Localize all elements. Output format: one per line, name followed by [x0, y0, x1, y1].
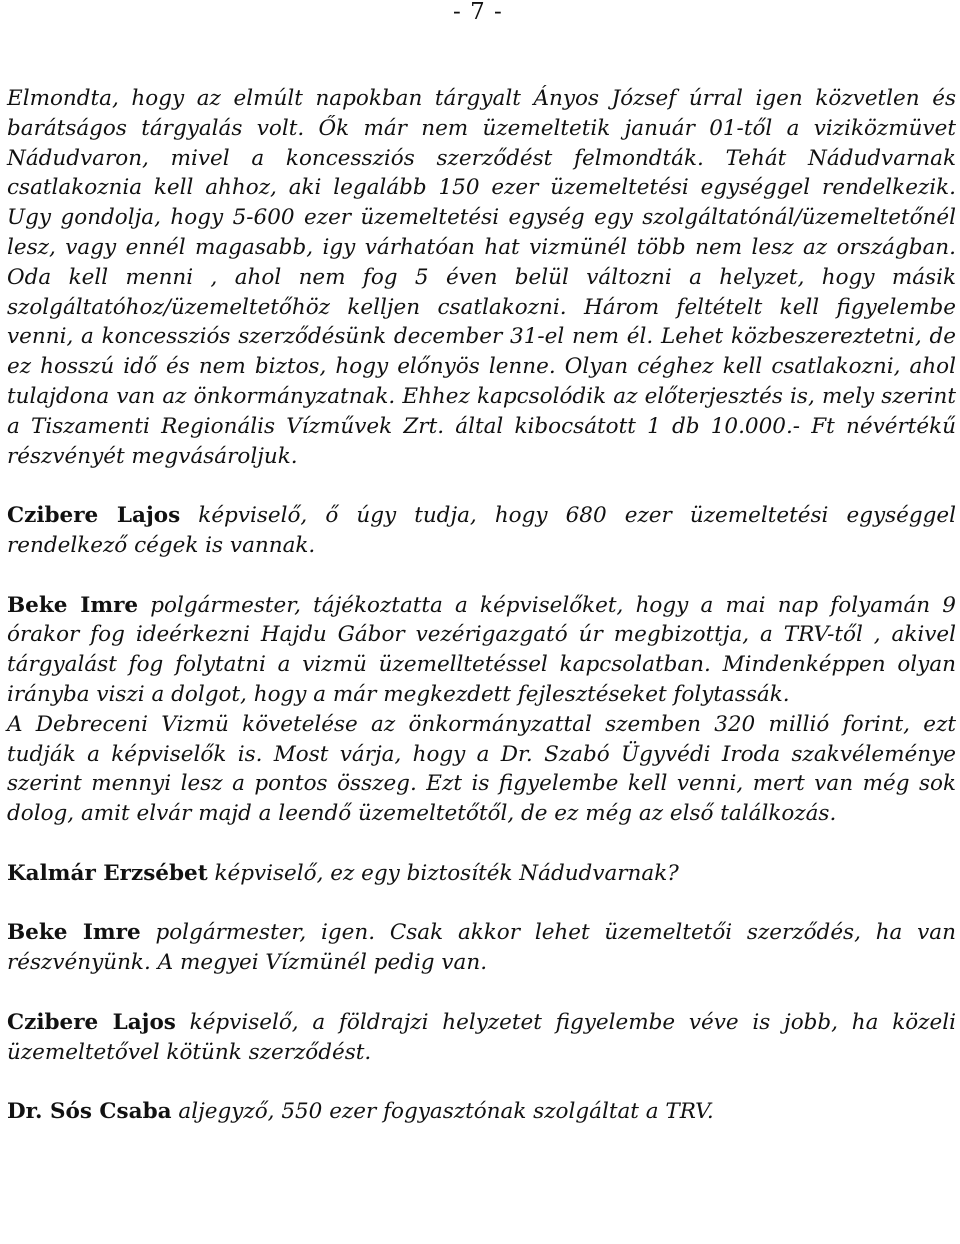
paragraph-continuation [7, 710, 956, 829]
speech-text: igen. Csak akkor lehet üzemeltetői szerződés, ha van részvényünk. A megyei Vízmünél pedig van. [7, 920, 956, 976]
speech-text: 550 ezer fogyasztónak szolgáltat a TRV. [274, 1099, 714, 1125]
speech-text: ez egy biztosíték Nádudvarnak? [323, 860, 679, 886]
paragraph-speaker [7, 859, 956, 889]
speaker-role: polgármester, [138, 592, 301, 618]
speaker-name: Beke Imre [7, 920, 141, 946]
speaker-name: Kalmár Erzsébet [7, 860, 208, 886]
page-number: - 7 - [453, 0, 503, 25]
speaker-role: polgármester, [140, 920, 307, 946]
paragraph-speaker [7, 1008, 956, 1068]
speaker-name: Beke Imre [7, 592, 139, 618]
speaker-role: képviselő, [207, 860, 324, 886]
speech-text: a földrajzi helyzetet figyelembe véve is jobb, ha közeli üzemeltetővel kötünk szerződést. [7, 1009, 956, 1065]
speaker-name: Czibere Lajos [7, 1009, 176, 1035]
speech-text: ő úgy tudja, hogy 680 ezer üzemeltetési egységgel rendelkező cégek is vannak. [7, 503, 956, 558]
document-body [7, 84, 956, 1127]
speaker-role: képviselő, [175, 1009, 299, 1035]
paragraph-speaker [7, 918, 956, 978]
speaker-role: képviselő, [180, 503, 308, 529]
paragraph-speaker [7, 1097, 956, 1127]
paragraph-intro [7, 84, 956, 471]
paragraph-speaker [7, 501, 956, 561]
speaker-name: Dr. Sós Csaba [7, 1099, 172, 1125]
paragraph-text: Elmondta, hogy az elmúlt napokban tárgyalt Ányos József úrral igen közvetlen és barátságos tárgyalás volt. Ők már nem üzemeltetik január 01-től a viziközmüvet Nádudvaron, mivel a koncessziós szerződést felmondták. Tehát Nádudvarnak csatlakoznia kell ahhoz, aki legalább 150 ezer üzemeltetési egységgel rendelkezik. Ugy gondolja, hogy 5-600 ezer üzemeltetési egység egy szolgáltatónál/üzemeltetőnél lesz, vagy ennél magasabb, igy várhatóan hat vizmünél több nem lesz az országban. Oda kell menni , ahol nem fog 5 éven belül változni a helyzet, hogy másik szolgáltatóhoz/üzemeltetőhöz kelljen csatlakozni. Három feltételt kell figyelembe venni, a koncessziós szerződésünk december 31-el nem él. Lehet közbeszereztetni, de ez hosszú idő és nem biztos, hogy előnyös lenne. Olyan céghez kell csatlakozni, ahol tulajdona van az önkormányzatnak. Ehhez kapcsolódik az előterjesztés is, mely szerint a Tiszamenti Regionális Vízművek Zrt. által kibocsátott 1 db 10.000.- Ft névértékű részvényét megvásároljuk. [7, 86, 956, 469]
speaker-name: Czibere Lajos [7, 503, 181, 529]
paragraph-speaker [7, 591, 956, 710]
paragraph-text: A Debreceni Vizmü követelése az önkormányzattal szemben 320 millió forint, ezt tudják a képviselők is. Most várja, hogy a Dr. Szabó Ügyvédi Iroda szakvéleménye szerint mennyi lesz a pontos összeg. Ezt is figyelembe kell venni, mert van még sok dolog, amit elvár majd a leendő üzemeltetőtől, de ez még az első találkozás. [7, 711, 956, 827]
speaker-role: aljegyző, [171, 1099, 275, 1125]
speech-text: tájékoztatta a képviselőket, hogy a mai nap folyamán 9 órakor fog ideérkezni Hajdu Gábor vezérigazgató úr megbizottja, a TRV-től , akivel tárgyalást fog folytatni a vizmü üzemelltetéssel kapcsolatban. Mindenképpen olyan irányba viszi a dolgot, hogy a már megkezdett fejlesztéseket folytassák. [7, 592, 956, 707]
